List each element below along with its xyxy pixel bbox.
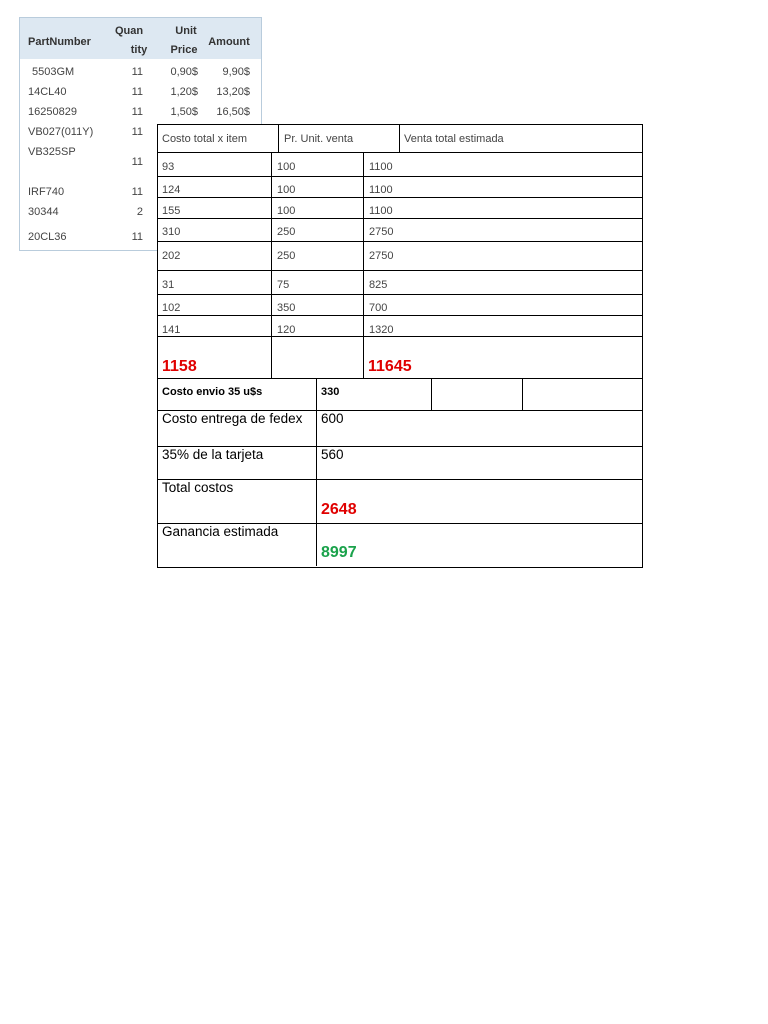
amount: 16,50$ (216, 106, 250, 118)
unit-price-cell: 100 (277, 205, 296, 217)
unit-price-cell: 120 (277, 324, 296, 336)
quantity: 11 (131, 106, 143, 118)
profit-value: 8997 (321, 544, 357, 561)
divider (431, 378, 432, 411)
divider (271, 152, 272, 379)
unit-price-cell: 100 (277, 184, 296, 196)
shipping-value: 330 (321, 386, 340, 398)
quantity: 11 (131, 156, 143, 168)
sales-cell: 1100 (369, 161, 393, 173)
card-fee-label: 35% de la tarjeta (162, 447, 264, 462)
part-number: 5503GM (32, 66, 75, 78)
sales-cell: 700 (369, 302, 388, 314)
sales-cell: 1100 (369, 205, 393, 217)
part-number: IRF740 (28, 186, 65, 198)
shipping-label: Costo envio 35 u$s (162, 386, 263, 398)
quantity: 11 (131, 231, 143, 243)
amount: 13,20$ (216, 86, 250, 98)
unit-price-cell: 100 (277, 161, 296, 173)
divider (278, 125, 279, 153)
divider (158, 241, 642, 242)
divider (158, 197, 642, 198)
quantity: 11 (131, 126, 143, 138)
sales-cell: 825 (369, 279, 388, 291)
total-cost-value: 1158 (162, 358, 197, 375)
sales-cell: 1320 (369, 324, 394, 336)
cost-cell: 124 (162, 184, 181, 196)
card-fee-value: 560 (321, 447, 344, 462)
fedex-label: Costo entrega de fedex (162, 411, 303, 426)
header-quantity-line2: tity (130, 44, 148, 56)
divider (158, 336, 642, 337)
cost-cell: 310 (162, 226, 181, 238)
sales-cell: 2750 (369, 226, 394, 238)
quantity: 11 (131, 186, 143, 198)
sales-cell: 1100 (369, 184, 393, 196)
fedex-value: 600 (321, 411, 344, 426)
unit-price-cell: 350 (277, 302, 296, 314)
divider (158, 378, 642, 379)
part-number: VB027(011Y) (28, 126, 94, 138)
column-header-unit-price: Pr. Unit. venta (284, 133, 354, 145)
divider (399, 125, 400, 153)
part-number: 30344 (28, 206, 59, 218)
cost-cell: 202 (162, 250, 181, 262)
part-number: VB325SP (28, 146, 76, 158)
column-header-cost: Costo total x item (162, 133, 247, 145)
profit-label: Ganancia estimada (162, 524, 279, 539)
divider (363, 152, 364, 379)
quantity: 2 (136, 206, 143, 218)
header-unit-price-line1: Unit (175, 25, 197, 37)
part-number: 14CL40 (28, 86, 67, 98)
unit-price-cell: 250 (277, 250, 296, 262)
column-header-total-sales: Venta total estimada (404, 133, 504, 145)
divider (316, 378, 317, 566)
cost-cell: 93 (162, 161, 175, 173)
cost-cell: 102 (162, 302, 181, 314)
divider (158, 315, 642, 316)
header-unit-price-line2: Price (170, 44, 198, 56)
unit-price: 0,90$ (170, 66, 198, 78)
header-amount: Amount (208, 36, 250, 48)
sales-cell: 2750 (369, 250, 394, 262)
divider (522, 378, 523, 411)
quantity: 11 (131, 86, 143, 98)
divider (158, 152, 642, 153)
total-costs-label: Total costos (162, 480, 234, 495)
amount: 9,90$ (222, 66, 250, 78)
divider (158, 270, 642, 271)
unit-price-cell: 75 (277, 279, 290, 291)
cost-cell: 155 (162, 205, 181, 217)
part-number: 16250829 (28, 106, 77, 118)
unit-price: 1,20$ (170, 86, 198, 98)
divider (158, 176, 642, 177)
divider (158, 218, 642, 219)
part-number: 20CL36 (28, 231, 67, 243)
total-costs-value: 2648 (321, 501, 357, 518)
total-sales-value: 11645 (368, 358, 412, 375)
header-quantity-line1: Quan (114, 25, 144, 37)
cost-cell: 31 (162, 279, 175, 291)
unit-price-cell: 250 (277, 226, 296, 238)
quantity: 11 (131, 66, 143, 78)
header-part-number: PartNumber (28, 36, 91, 48)
unit-price: 1,50$ (170, 106, 198, 118)
divider (158, 294, 642, 295)
cost-table (157, 124, 643, 568)
cost-cell: 141 (162, 324, 181, 336)
